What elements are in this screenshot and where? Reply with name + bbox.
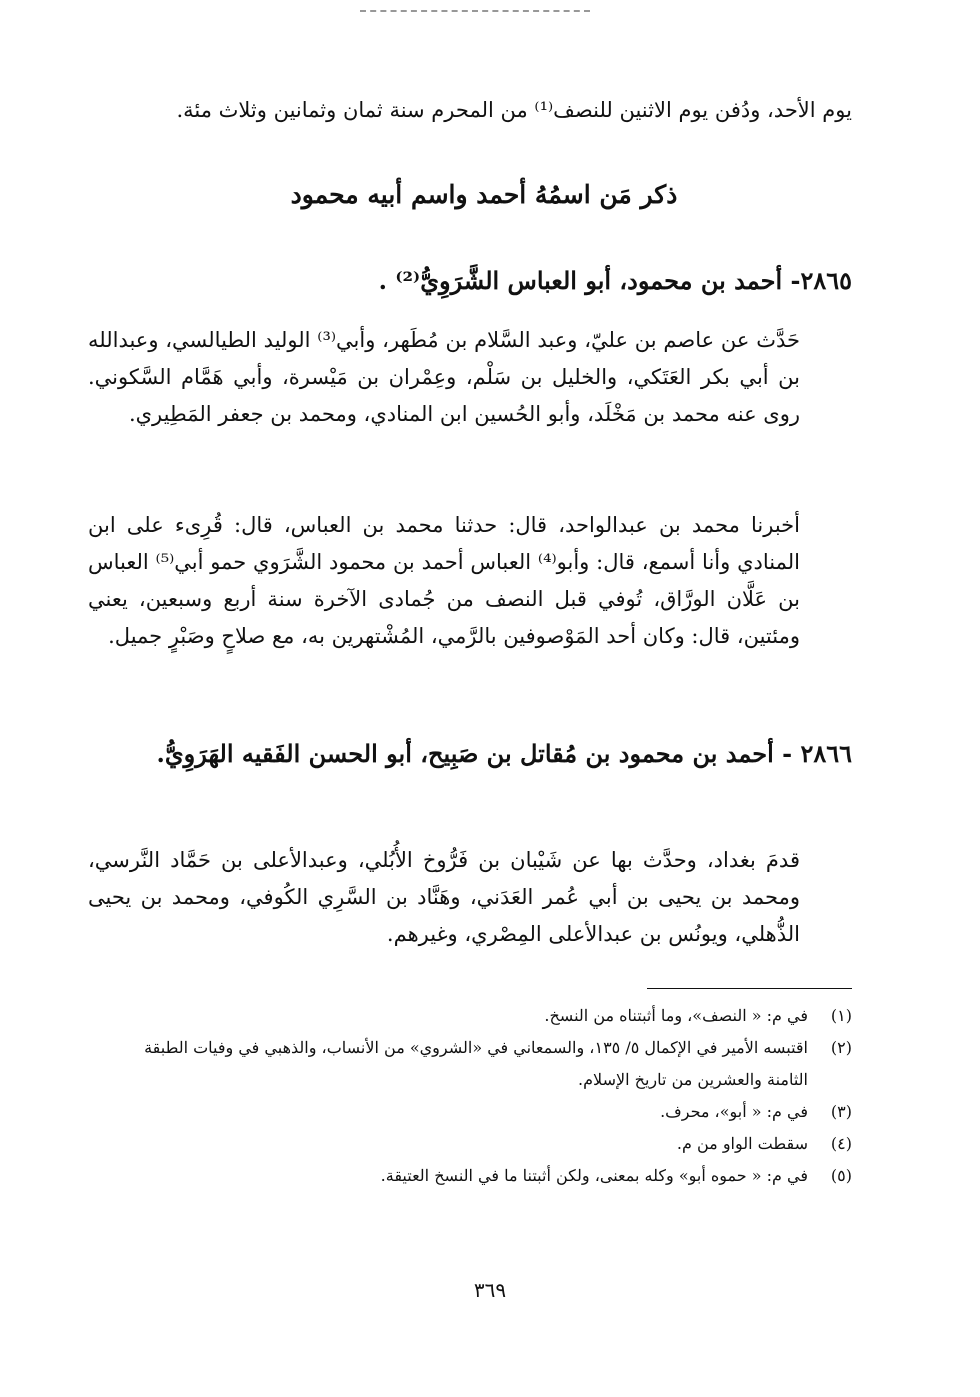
footnote-5 (140, 1160, 852, 1192)
footnote-1 (140, 1000, 852, 1032)
entry-heading-2866: ٢٨٦٦ - أحمد بن محمود بن مُقاتل بن صَبِيح، أبو الحسن الفَقيه الهَرَوِيُّ. (156, 739, 852, 768)
entry-2865-paragraph-2: أخبرنا محمد بن عبدالواحد، قال: حدثنا محمد بن العباس، قال: قُرِىء على ابن المنادي وأنا أسمع، قال: وأبو⁽⁴⁾ العباس أحمد بن محمود الشَّرَوي حمو أبي⁽⁵⁾ العباس بن عَلَّان الورَّاق، تُوفي قبل النصف من جُمادى الآخرة سنة أربع وسبعين، يعني ومئتين، قال: وكان أحد المَوْصوفين بالرَّمي، المُشْتهرين به، مع صلاحٍ وصَبْرٍ جميل. (88, 513, 800, 648)
page-top-edge (360, 0, 590, 12)
entry-heading-2865: ٢٨٦٥- أحمد بن محمود، أبو العباس الشَّرَوِيُّ⁽²⁾ . (378, 266, 852, 295)
entry-2866-paragraph-1: قدمَ بغداد، وحدَّث بها عن شَيْبان بن فَرُّوخ الأُبُلي، وعبدالأعلى بن حَمَّاد النَّرسي، ومحمد بن يحيى بن أبي عُمر العَدَني، وهَنَّاد بن السَّرِي الكُوفي، ومحمد بن يحيى الذُّهلي، ويونُس بن عبدالأعلى المِصْري، وغيرهم. (88, 848, 800, 946)
footnote-number: (٢) (830, 1038, 852, 1057)
continuation-text: يوم الأحد، ودُفن يوم الاثنين للنصف⁽¹⁾ من المحرم سنة ثمان وثمانين وثلاث مئة. (176, 98, 852, 122)
footnote-text: سقطت الواو من م. (676, 1134, 808, 1153)
footnotes (140, 1000, 852, 1192)
footnote-text: في م: « أبو»، محرف. (660, 1102, 808, 1121)
footnote-4 (140, 1128, 852, 1160)
page-number: ٣٦٩ (473, 1278, 507, 1302)
footnote-text: اقتبسه الأمير في الإكمال ٥/ ١٣٥، والسمعاني في «الشروي» من الأنساب، والذهبي في وفيات الطبقة الثامنة والعشرين من تاريخ الإسلام. (144, 1038, 808, 1089)
section-heading: ذكر مَن اسمُهُ أحمد واسم أبيه محمود (290, 180, 678, 209)
footnote-2 (140, 1032, 852, 1096)
footnote-3 (140, 1096, 852, 1128)
footnote-number: (٣) (830, 1102, 852, 1121)
footnote-separator (647, 988, 852, 989)
footnote-number: (٥) (830, 1166, 852, 1185)
footnote-text: في م: « حموه أبو» وكله بمعنى، ولكن أثبتنا ما في النسخ العتيقة. (380, 1166, 808, 1185)
footnote-number: (١) (830, 1006, 852, 1025)
footnote-number: (٤) (830, 1134, 852, 1153)
footnote-text: في م: « النصف»، وما أثبتناه من النسخ. (544, 1006, 808, 1025)
entry-2865-paragraph-1: حَدَّث عن عاصم بن عليّ، وعبد السَّلام بن مُطَهر، وأبي⁽³⁾ الوليد الطيالسي، وعبدالله بن أبي بكر العَتَكي، والخليل بن سَلْم، وعِمْران بن مَيْسرة، وأبي هَمَّام السَّكوني. روى عنه محمد بن مَخْلَد، وأبو الحُسين ابن المنادي، ومحمد بن جعفر المَطِيري. (88, 328, 801, 426)
